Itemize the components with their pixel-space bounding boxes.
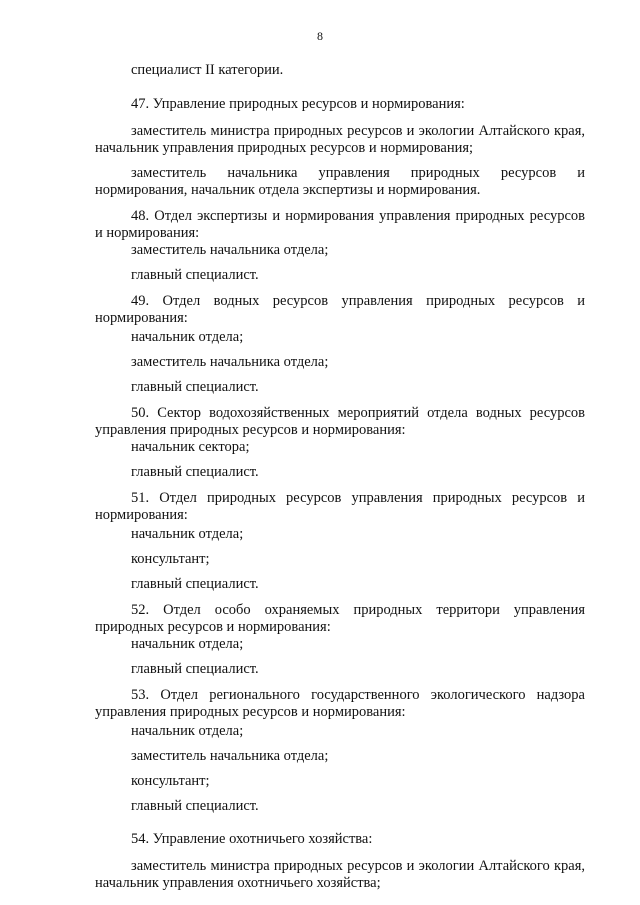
paragraph: 47. Управление природных ресурсов и нормирования: — [131, 96, 465, 112]
paragraph: 50. Сектор водохозяйственных мероприятий отдела водных ресурсов управления природных ресурсов и нормирования: — [95, 405, 585, 438]
list-line: начальник сектора; — [131, 439, 250, 455]
list-line: начальник отдела; — [131, 526, 244, 542]
paragraph: 49. Отдел водных ресурсов управления природных ресурсов и нормирования: — [95, 293, 585, 326]
paragraph: заместитель начальника управления природных ресурсов и нормирования, начальник отдела экспертизы и нормирования. — [95, 165, 585, 198]
list-line: начальник отдела; — [131, 636, 244, 652]
paragraph: 52. Отдел особо охраняемых природных территори управления природных ресурсов и нормирования: — [95, 602, 585, 635]
list-line: консультант; — [131, 773, 210, 789]
paragraph: 51. Отдел природных ресурсов управления природных ресурсов и нормирования: — [95, 490, 585, 523]
document-body — [95, 62, 585, 892]
paragraph: 54. Управление охотничьего хозяйства: — [131, 831, 373, 847]
list-line: главный специалист. — [131, 267, 259, 283]
list-line: начальник отдела; — [131, 329, 244, 345]
list-line: заместитель начальника отдела; — [131, 354, 329, 370]
list-line: главный специалист. — [131, 576, 259, 592]
paragraph: заместитель министра природных ресурсов и экологии Алтайского края, начальник управления природных ресурсов и нормирования; — [95, 123, 585, 156]
list-line: главный специалист. — [131, 798, 259, 814]
list-line: главный специалист. — [131, 464, 259, 480]
list-line: специалист II категории. — [131, 62, 284, 78]
paragraph: 53. Отдел регионального государственного экологического надзора управления природных ресурсов и нормирования: — [95, 687, 585, 720]
list-line: начальник отдела; — [131, 723, 244, 739]
list-line: консультант; — [131, 551, 210, 567]
list-line: главный специалист. — [131, 661, 259, 677]
list-line: заместитель начальника отдела; — [131, 748, 329, 764]
list-line: заместитель начальника отдела; — [131, 242, 329, 258]
list-line: главный специалист. — [131, 379, 259, 395]
page-number: 8 — [317, 29, 323, 43]
paragraph: заместитель министра природных ресурсов и экологии Алтайского края, начальник управления охотничьего хозяйства; — [95, 858, 585, 891]
paragraph: 48. Отдел экспертизы и нормирования управления природных ресурсов и нормирования: — [95, 208, 585, 241]
